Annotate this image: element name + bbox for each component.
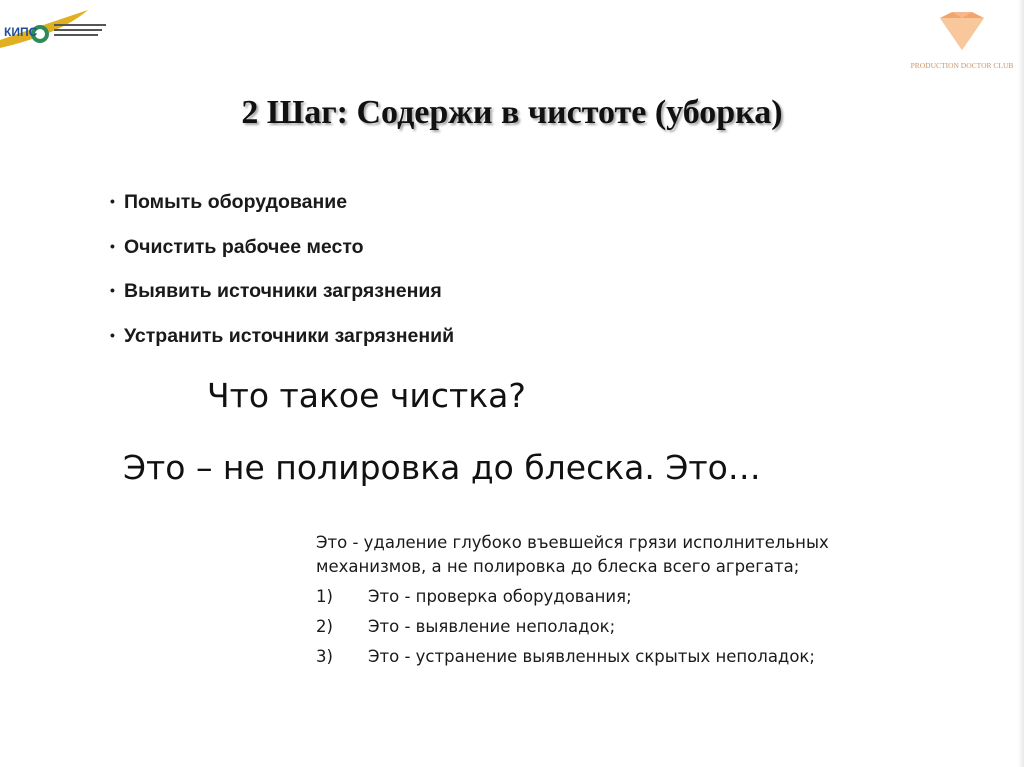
slide-title: 2 Шаг: Содержи в чистоте (уборка): [241, 94, 783, 131]
bullet-text: Очистить рабочее место: [124, 235, 364, 258]
details-intro: Это - удаление глубоко въевшейся грязи исполнительных механизмов, а не полировка до блеска всего агрегата;: [316, 533, 829, 576]
details-item-number: 3): [316, 647, 333, 666]
logo-pdc-text: PRODUCTION DOCTOR CLUB: [910, 61, 1014, 70]
bullet-marker: •: [110, 326, 115, 343]
details-list: [316, 585, 896, 675]
bullet-marker: •: [110, 282, 115, 298]
details-item-text: Это - устранение выявленных скрытых неполадок;: [368, 647, 815, 666]
bullet-text: Устранить источники загрязнений: [124, 324, 455, 347]
bullet-item: [110, 277, 454, 322]
bullet-text: Выявить источники загрязнения: [124, 280, 442, 302]
logo-subtext-line: [54, 24, 106, 26]
details-block: [316, 531, 896, 675]
bullet-item: [110, 322, 454, 367]
details-item-text: Это - выявление неполадок;: [368, 617, 616, 636]
details-item-number: 2): [316, 617, 333, 636]
answer-lead: Это – не полировка до блеска. Это…: [123, 448, 761, 487]
production-doctor-club-logo: [902, 6, 1024, 74]
bullet-item: [110, 188, 454, 233]
details-item-text: Это - проверка оборудования;: [368, 587, 632, 606]
bullet-marker: •: [110, 193, 115, 209]
bullet-marker: •: [110, 237, 115, 254]
details-item: [316, 615, 896, 645]
logo-subtext-line: [54, 29, 102, 31]
details-item-number: 1): [316, 587, 333, 606]
logo-kips-text: КИПС: [4, 25, 38, 39]
details-item: [316, 585, 896, 615]
kips-logo: [0, 4, 116, 62]
bullet-list: [110, 188, 454, 366]
details-item: [316, 645, 896, 675]
bullet-text: Помыть оборудование: [124, 191, 348, 213]
bullet-item: [110, 233, 454, 278]
question-heading: Что такое чистка?: [207, 376, 526, 415]
logo-subtext-line: [54, 34, 98, 36]
diamond-facet-shape: [940, 18, 984, 50]
